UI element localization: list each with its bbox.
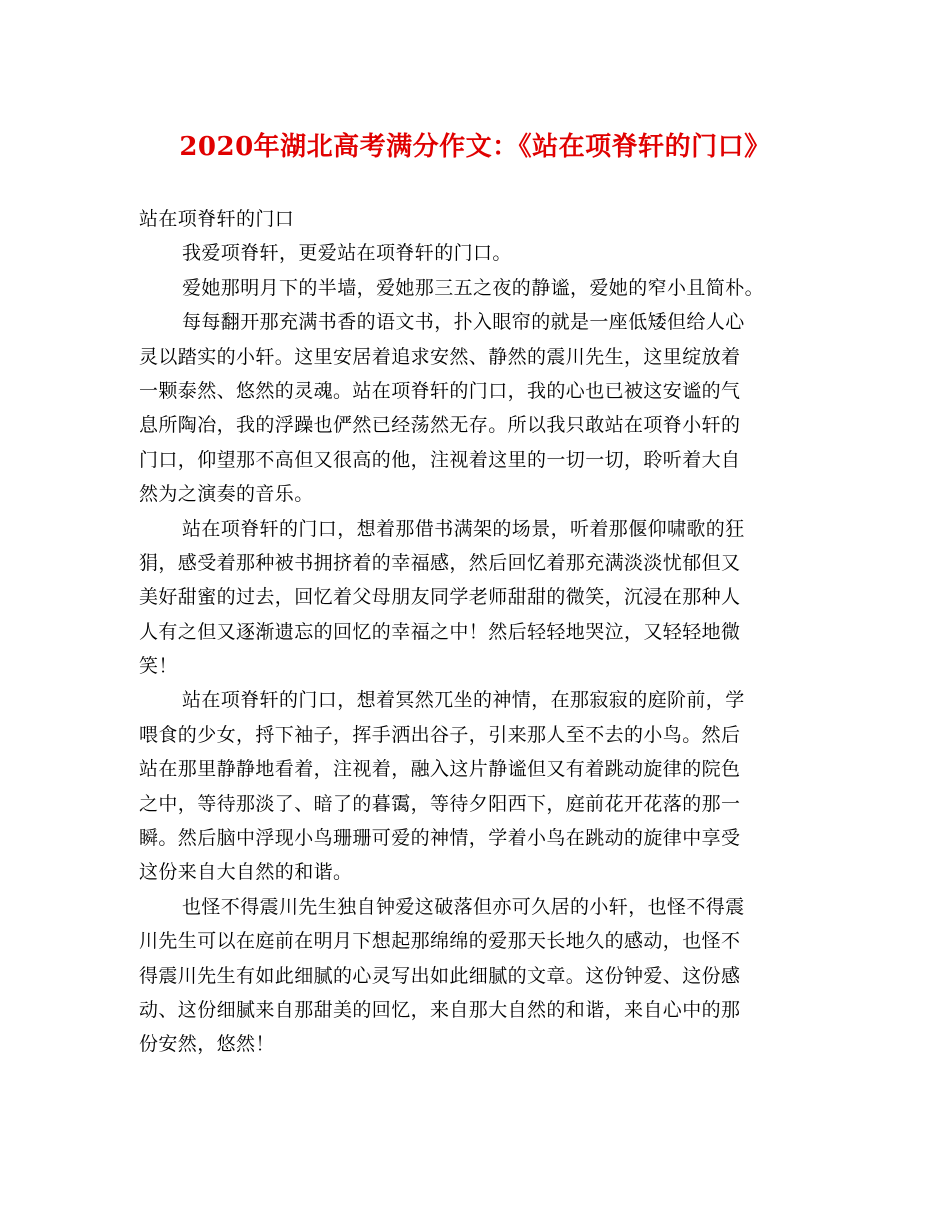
text-line: 每每翻开那充满书香的语文书，扑入眼帘的就是一座低矮但给人心 [182,311,745,334]
text-line: 站在那里静静地看着，注视着，融入这片静谧但又有着跳动旋律的院色 [139,758,741,781]
text-line: 得震川先生有如此细腻的心灵写出如此细腻的文章。这份钟爱、这份感 [139,964,741,987]
text-line: 这份来自大自然的和谐。 [139,861,353,884]
text-line: 站在项脊轩的门口，想着冥然兀坐的神情，在那寂寂的庭阶前，学 [182,689,745,712]
text-line: 也怪不得震川先生独自钟爱这破落但亦可久居的小轩，也怪不得震 [182,895,745,918]
text-line: 喂食的少女，捋下袖子，挥手洒出谷子，引来那人至不去的小鸟。然后 [139,723,741,746]
text-line: 动、这份细腻来自那甜美的回忆，来自那大自然的和谐，来自心中的那 [139,998,741,1021]
text-line: 息所陶冶，我的浮躁也俨然已经荡然无存。所以我只敢站在项脊小轩的 [139,414,741,437]
text-line: 爱她那明月下的半墙，爱她那三五之夜的静谧，爱她的窄小且简朴。 [182,276,765,299]
text-line: 一颗泰然、悠然的灵魂。站在项脊轩的门口，我的心也已被这安谧的气 [139,379,741,402]
text-line: 然为之演奏的音乐。 [139,483,314,506]
text-line: 灵以踏实的小轩。这里安居着追求安然、静然的震川先生，这里绽放着 [139,345,741,368]
text-line: 份安然，悠然！ [139,1033,275,1056]
text-line: 瞬。然后脑中浮现小鸟珊珊可爱的神情，学着小鸟在跳动的旋律中享受 [139,827,741,850]
text-line: 门口，仰望那不高但又很高的他，注视着这里的一切一切，聆听着大自 [139,448,741,471]
text-line: 川先生可以在庭前在明月下想起那绵绵的爱那天长地久的感动，也怪不 [139,930,741,953]
text-line: 我爱项脊轩，更爱站在项脊轩的门口。 [182,242,512,265]
essay-heading-line: 站在项脊轩的门口 [139,208,295,230]
text-line: 之中，等待那淡了、暗了的暮霭，等待夕阳西下，庭前花开花落的那一 [139,792,741,815]
text-line: 笑！ [139,655,178,678]
text-line: 美好甜蜜的过去，回忆着父母朋友同学老师甜甜的微笑，沉浸在那种人 [139,586,741,609]
text-line: 狷，感受着那种被书拥挤着的幸福感，然后回忆着那充满淡淡忧郁但又 [139,551,741,574]
document-body [139,202,823,1062]
text-line: 人有之但又逐渐遗忘的回忆的幸福之中！然后轻轻地哭泣，又轻轻地微 [139,620,741,643]
text-line: 站在项脊轩的门口，想着那借书满架的场景，听着那偃仰啸歌的狂 [182,517,745,540]
document-title: 2020年湖北高考满分作文：《站在项脊轩的门口》 [179,132,771,162]
